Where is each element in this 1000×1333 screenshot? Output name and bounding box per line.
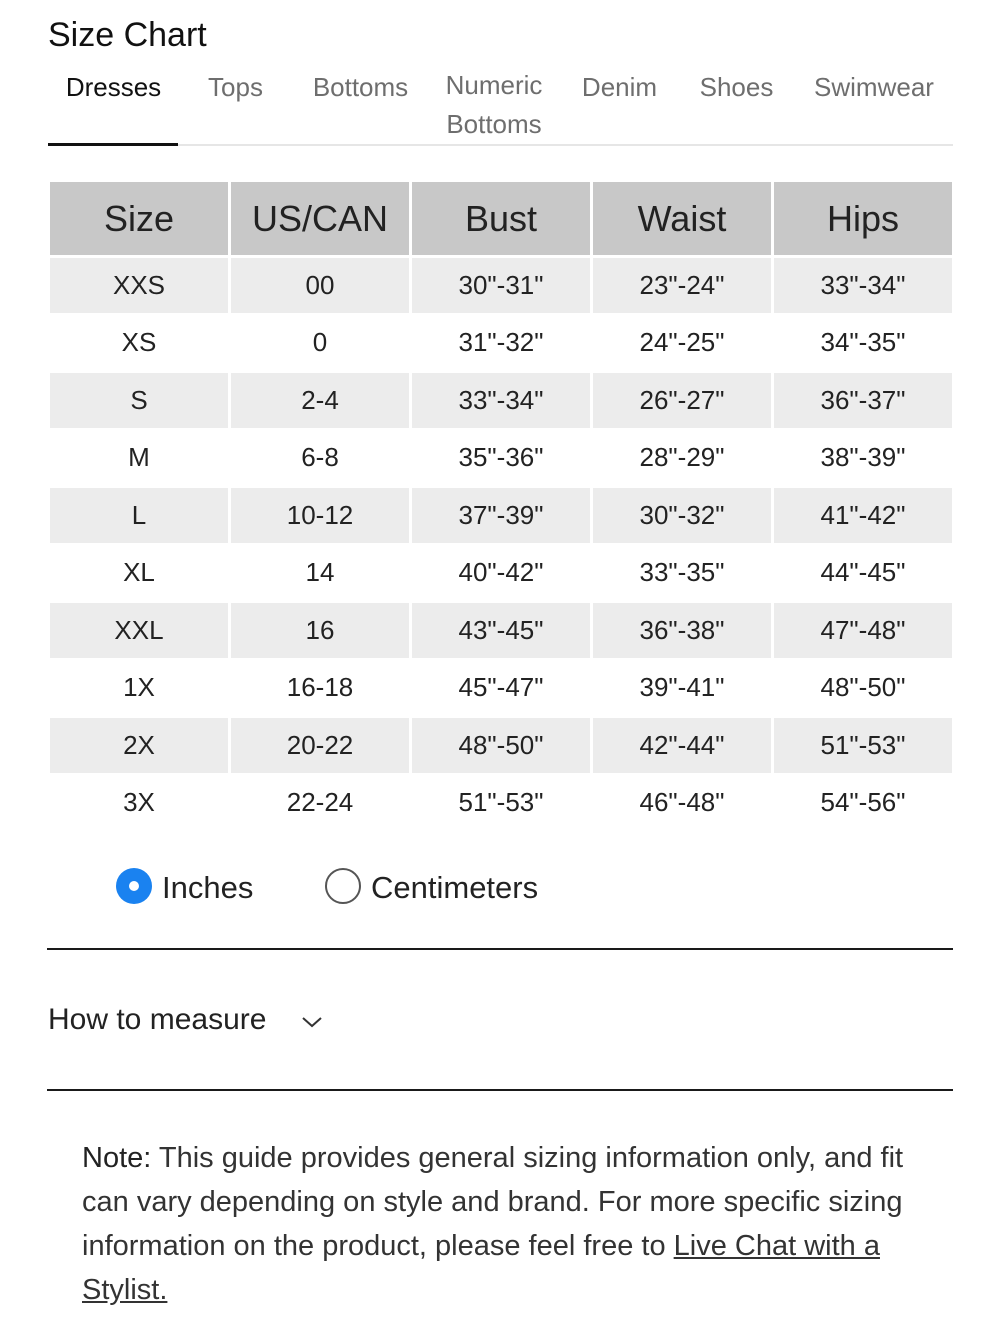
table-row bbox=[50, 258, 952, 313]
page-title: Size Chart bbox=[48, 16, 207, 54]
chevron-down-icon bbox=[301, 1015, 323, 1029]
live-chat-link[interactable]: Live Chat with a Stylist. bbox=[82, 1230, 880, 1306]
cell-hips: 41"-42" bbox=[774, 488, 952, 543]
cell-size: S bbox=[50, 373, 228, 428]
tab-numeric-bottoms-line1: Numeric bbox=[445, 70, 543, 100]
cell-hips: 33"-34" bbox=[774, 258, 952, 313]
table-row bbox=[50, 431, 952, 486]
cell-size: L bbox=[50, 488, 228, 543]
header-hips: Hips bbox=[774, 182, 952, 255]
cell-hips: 48"-50" bbox=[820, 672, 906, 703]
cell-us-can: 0 bbox=[312, 327, 328, 358]
cell-bust: 31"-32" bbox=[458, 327, 544, 358]
cell-hips: 47"-48" bbox=[774, 603, 952, 658]
cell-hips: 38"-39" bbox=[820, 442, 906, 473]
inches-label: Inches bbox=[162, 870, 254, 905]
tab-shoes[interactable]: Shoes bbox=[699, 72, 774, 102]
header-bust: Bust bbox=[412, 182, 590, 255]
header-waist: Waist bbox=[593, 182, 771, 255]
note-text: This guide provides general sizing information only, and fit can vary depending on style and brand. For more specific sizing information on the product, please feel free to bbox=[82, 1142, 904, 1262]
table-row bbox=[50, 718, 952, 773]
cell-bust: 33"-34" bbox=[412, 373, 590, 428]
size-chart-table bbox=[47, 179, 955, 833]
cell-hips: 36"-37" bbox=[774, 373, 952, 428]
tab-numeric-bottoms[interactable] bbox=[440, 66, 548, 144]
cell-us-can: 6-8 bbox=[301, 442, 339, 473]
radio-dot-icon bbox=[129, 881, 139, 891]
cell-us-can: 16-18 bbox=[286, 672, 354, 703]
cell-bust: 43"-45" bbox=[412, 603, 590, 658]
cell-bust: 35"-36" bbox=[458, 442, 544, 473]
cell-us-can: 20-22 bbox=[231, 718, 409, 773]
cell-hips: 51"-53" bbox=[774, 718, 952, 773]
table-row bbox=[50, 661, 952, 716]
tab-tops[interactable]: Tops bbox=[208, 72, 263, 102]
header-us-can: US/CAN bbox=[231, 182, 409, 255]
cell-size: 2X bbox=[50, 718, 228, 773]
divider bbox=[47, 1089, 953, 1091]
cell-waist: 33"-35" bbox=[639, 557, 725, 588]
cell-bust: 40"-42" bbox=[458, 557, 544, 588]
cell-waist: 30"-32" bbox=[593, 488, 771, 543]
cell-bust: 37"-39" bbox=[412, 488, 590, 543]
note-label: Note: bbox=[82, 1142, 152, 1174]
cell-size: M bbox=[128, 442, 150, 473]
divider bbox=[47, 948, 953, 950]
table-row bbox=[50, 316, 952, 371]
inches-option[interactable] bbox=[116, 862, 266, 912]
how-to-measure-toggle[interactable] bbox=[48, 998, 323, 1042]
cell-waist: 46"-48" bbox=[639, 787, 725, 818]
cell-size: XXL bbox=[50, 603, 228, 658]
table-header-row bbox=[50, 182, 952, 255]
centimeters-label: Centimeters bbox=[371, 870, 539, 905]
table-row bbox=[50, 546, 952, 601]
header-size: Size bbox=[50, 182, 228, 255]
tab-dresses[interactable]: Dresses bbox=[65, 72, 162, 102]
cell-us-can: 00 bbox=[231, 258, 409, 313]
cell-waist: 23"-24" bbox=[593, 258, 771, 313]
cell-waist: 36"-38" bbox=[593, 603, 771, 658]
cell-waist: 42"-44" bbox=[593, 718, 771, 773]
cell-hips: 54"-56" bbox=[820, 787, 906, 818]
tab-swimwear[interactable]: Swimwear bbox=[814, 72, 934, 102]
cell-us-can: 22-24 bbox=[286, 787, 354, 818]
centimeters-option[interactable] bbox=[325, 862, 555, 912]
cell-us-can: 2-4 bbox=[231, 373, 409, 428]
table-row bbox=[50, 776, 952, 831]
tab-denim[interactable]: Denim bbox=[581, 72, 658, 102]
sizing-note bbox=[82, 1136, 932, 1312]
cell-us-can: 16 bbox=[231, 603, 409, 658]
cell-size: XS bbox=[121, 327, 157, 358]
inches-radio[interactable] bbox=[116, 868, 152, 904]
table-row bbox=[50, 373, 952, 428]
cell-waist: 28"-29" bbox=[639, 442, 725, 473]
active-tab-indicator bbox=[48, 143, 178, 146]
cell-hips: 44"-45" bbox=[820, 557, 906, 588]
cell-size: XL bbox=[123, 557, 155, 588]
cell-bust: 51"-53" bbox=[458, 787, 544, 818]
tab-numeric-bottoms-line2: Bottoms bbox=[446, 109, 542, 139]
cell-us-can: 10-12 bbox=[231, 488, 409, 543]
cell-size: XXS bbox=[50, 258, 228, 313]
cell-bust: 45"-47" bbox=[458, 672, 544, 703]
cell-waist: 26"-27" bbox=[593, 373, 771, 428]
centimeters-radio[interactable] bbox=[325, 868, 361, 904]
cell-us-can: 14 bbox=[305, 557, 335, 588]
cell-hips: 34"-35" bbox=[820, 327, 906, 358]
cell-waist: 24"-25" bbox=[639, 327, 725, 358]
size-category-tabs bbox=[48, 68, 953, 146]
cell-bust: 30"-31" bbox=[412, 258, 590, 313]
table-row bbox=[50, 488, 952, 543]
cell-size: 3X bbox=[123, 787, 155, 818]
cell-size: 1X bbox=[123, 672, 155, 703]
how-to-measure-label: How to measure bbox=[48, 1003, 267, 1036]
cell-waist: 39"-41" bbox=[639, 672, 725, 703]
tab-bottoms[interactable]: Bottoms bbox=[312, 72, 409, 102]
table-row bbox=[50, 603, 952, 658]
cell-bust: 48"-50" bbox=[412, 718, 590, 773]
